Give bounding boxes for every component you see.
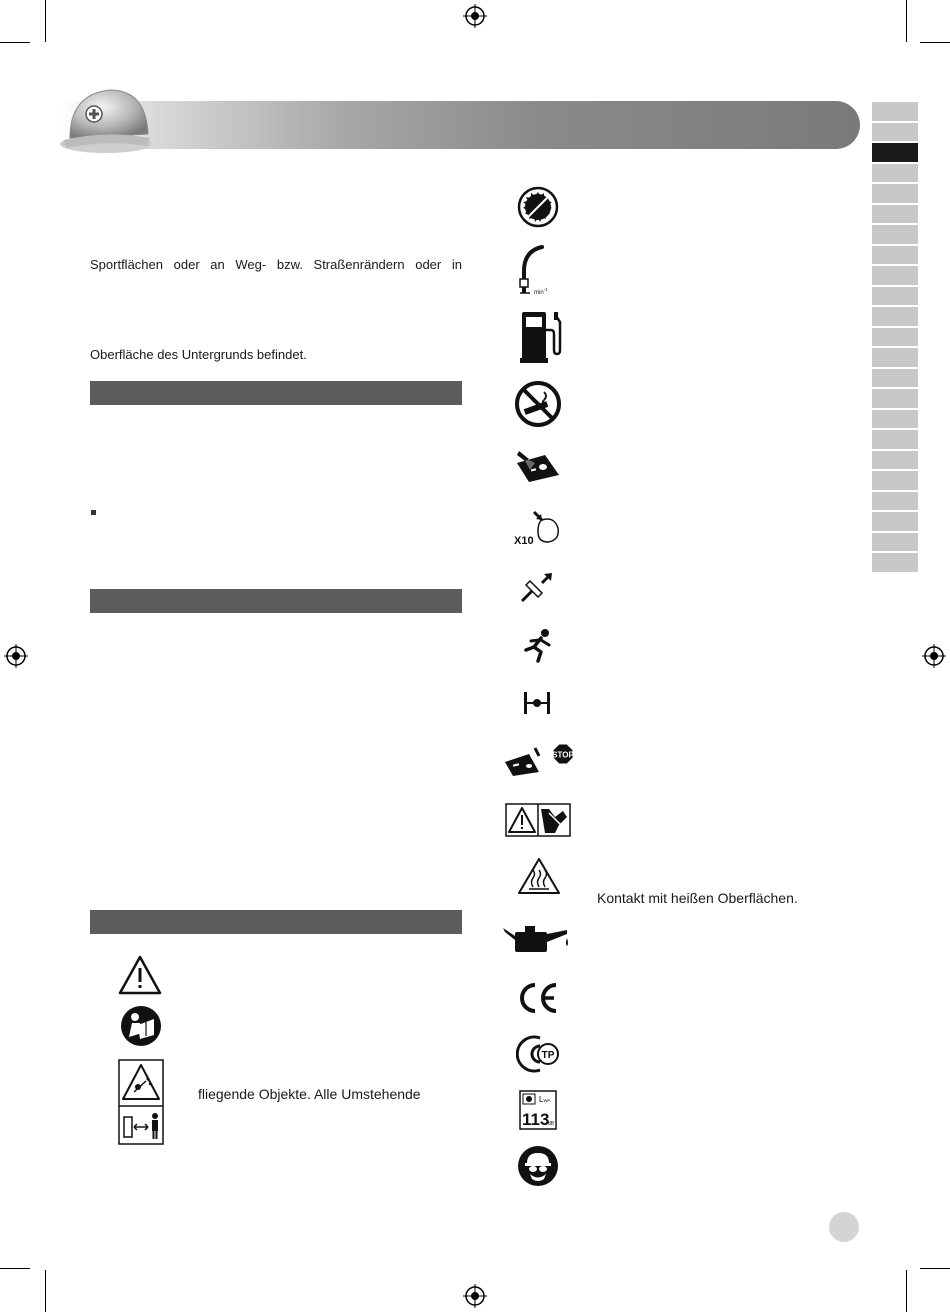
- hot-surface-icon: [517, 857, 561, 895]
- language-tab: [872, 328, 918, 347]
- language-tab: [872, 123, 918, 142]
- language-tab: [872, 164, 918, 183]
- section-heading-bar: [90, 589, 462, 613]
- choke-lever-icon: [515, 449, 561, 483]
- page-number-badge: [829, 1212, 859, 1242]
- rpm-exponent-label: -1: [543, 287, 548, 292]
- distance-measure-icon: [522, 690, 552, 716]
- language-tab: [872, 451, 918, 470]
- crop-mark: [906, 0, 907, 42]
- safety-helmet-icon: [58, 76, 158, 156]
- language-tab: [872, 492, 918, 511]
- hand-injury-warning-icon: [505, 803, 571, 837]
- crop-mark: [920, 1268, 950, 1269]
- paragraph-1: Sportflächen oder an Weg- bzw. Straßenrändern oder in: [90, 257, 462, 272]
- oil-can-icon: [501, 922, 575, 954]
- speed-rpm-icon: [510, 243, 558, 299]
- language-tab: [872, 225, 918, 244]
- stop-label: STOP: [552, 750, 574, 760]
- crop-mark: [920, 42, 950, 43]
- svg-text:min-1: [534, 287, 548, 296]
- language-tab: [872, 471, 918, 490]
- noise-value: 113: [522, 1110, 550, 1129]
- language-tab: [872, 533, 918, 552]
- saw-blade-prohibition-icon: [517, 186, 559, 228]
- lwa-subscript: WA: [543, 1098, 551, 1103]
- language-tab: [872, 184, 918, 203]
- warning-triangle-icon: [118, 955, 162, 995]
- header-banner: [60, 101, 860, 149]
- registration-mark-icon: [463, 4, 487, 28]
- caption-flying-objects: fliegende Objekte. Alle Umstehende: [198, 1086, 421, 1102]
- language-tab: [872, 430, 918, 449]
- paragraph-2: Oberfläche des Untergrunds befindet.: [90, 347, 307, 362]
- fuel-pump-icon: [518, 308, 562, 364]
- noise-unit: dB: [548, 1121, 555, 1127]
- caption-hot-surface: Kontakt mit heißen Oberflächen.: [597, 890, 798, 906]
- starter-pull-icon: [518, 571, 554, 603]
- section-heading-bar: [90, 381, 462, 405]
- noise-level-icon: [519, 1090, 557, 1130]
- language-tab: [872, 553, 918, 572]
- language-tab: [872, 205, 918, 224]
- language-tab: [872, 369, 918, 388]
- read-manual-icon: [120, 1005, 162, 1047]
- crop-mark: [0, 1268, 30, 1269]
- section-heading-bar: [90, 910, 462, 934]
- language-tab: [872, 389, 918, 408]
- language-tab: [872, 246, 918, 265]
- crop-mark: [906, 1270, 907, 1312]
- registration-mark-icon: [4, 644, 28, 668]
- ce-mark-icon: [516, 980, 560, 1016]
- language-tab: [872, 307, 918, 326]
- x10-label: X10: [514, 535, 534, 547]
- language-tab: [872, 512, 918, 531]
- tp-label: TP: [541, 1050, 555, 1061]
- flying-objects-distance-icon: [118, 1059, 164, 1145]
- bullet-square-icon: [91, 510, 96, 515]
- language-tab: [872, 287, 918, 306]
- crop-mark: [0, 42, 30, 43]
- lwa-label: L: [539, 1095, 544, 1104]
- wear-protection-icon: [517, 1145, 559, 1187]
- language-tab: [872, 102, 918, 121]
- rpm-unit-label: min: [534, 290, 544, 296]
- language-tab: [872, 348, 918, 367]
- language-tab: [872, 410, 918, 429]
- language-tab: [872, 143, 918, 162]
- language-tabs: [872, 102, 918, 574]
- registration-mark-icon: [463, 1284, 487, 1308]
- registration-mark-icon: [922, 644, 946, 668]
- language-tab: [872, 266, 918, 285]
- running-person-icon: [521, 628, 555, 664]
- crop-mark: [45, 0, 46, 42]
- no-smoking-icon: [514, 380, 562, 428]
- primer-bulb-x10-icon: [512, 510, 562, 548]
- crop-mark: [45, 1270, 46, 1312]
- eac-tp-certification-icon: [516, 1034, 560, 1074]
- engine-stop-icon: [503, 742, 575, 776]
